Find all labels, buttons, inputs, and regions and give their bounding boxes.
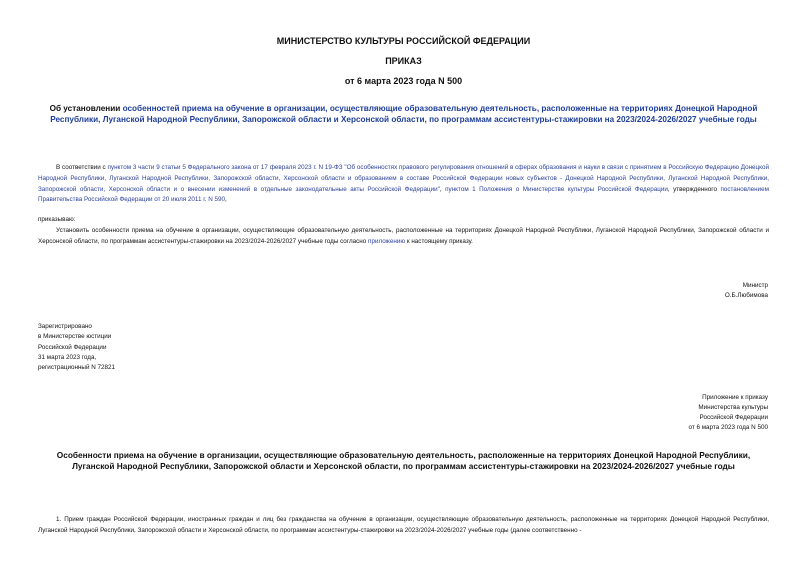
appendix-title: Особенности приема на обучение в организации, осуществляющие образовательную деятельность, расположенные на территориях Донецкой Народной Республики, Луганской Народной Республики, Запорожской области и Херсонской области, по программам ассистентуры-стажировки на 2023/2024-2026/2027 учебные годы	[56, 450, 751, 472]
doc-title-prefix: Об установлении	[49, 104, 123, 113]
preamble-text-4: ,	[225, 196, 227, 204]
signature-block	[568, 281, 768, 301]
registration-line: Зарегистрировано	[38, 323, 92, 330]
preamble-text-1: В соответствии с	[56, 164, 108, 171]
law-link[interactable]: пунктом 3 части 9 статьи 5 Федерального закона от 17 февраля 2023 г. N 19-ФЗ "Об особенностях правового регулирования отношений в сферах образования и науки в связи с принятием в Российскую Федерацию Донецкой Народной Республики, Луганской Народной Республики, Запорожской области, Херсонской области и образованием в составе Российской Федерации новых субъектов - Донецкой Народной Республики, Луганской Народной Республики, Запорожской области, Херсонской области и о внесении изменений в отдельные законодательные акты Российской Федерации"	[38, 164, 769, 193]
registration-line: в Министерстве юстиции	[38, 333, 112, 341]
appendix-ref-line: Приложение к приказу	[702, 394, 768, 401]
doc-title	[0, 103, 807, 125]
order-text-2: к настоящему приказу.	[405, 237, 473, 245]
appendix-ref-line: Министерства культуры	[698, 404, 768, 411]
doc-type: ПРИКАЗ	[385, 56, 422, 66]
appendix-ref-line: от 6 марта 2023 года N 500	[688, 424, 768, 431]
doc-date-number: от 6 марта 2023 года N 500	[344, 76, 463, 86]
appendix-link[interactable]: приложению	[368, 237, 406, 245]
doc-title-link[interactable]: особенностей приема на обучение в организации, осуществляющие образовательную деятельность, расположенные на территориях Донецкой Народной Республики, Луганской Народной Республики, Запорожской области и Херсонской области, по программам ассистентуры-стажировки на 2023/2024-2026/2027 учебные годы	[50, 104, 758, 124]
registration-line: 31 марта 2023 года,	[38, 353, 97, 361]
order-paragraph	[38, 226, 769, 248]
preamble-text-2: ,	[439, 185, 446, 193]
registration-block	[38, 322, 238, 373]
preamble-paragraph	[38, 163, 769, 206]
regulation-link[interactable]: пунктом 1 Положения о Министерстве культуры Российской Федерации	[445, 185, 668, 193]
clause-1: 1. Прием граждан Российской Федерации, иностранных граждан и лиц без гражданства на обучение в организации, осуществляющие образовательную деятельность, расположенные на территориях Донецкой Народной Республики, Луганской Народной Республики, Запорожской области и Херсонской области, по программам ассистентуры-стажировки на 2023/2024-2026/2027 учебные годы (далее соответственно -	[38, 516, 769, 534]
order-text-1: Установить особенности приема на обучение в организации, осуществляющие образовательную деятельность, расположенные на территориях Донецкой Народной Республики, Луганской Народной Республики, Запорожской области и Херсонской области, по программам ассистентуры-стажировки на 2023/2024-2026/2027 учебные годы согласно	[38, 227, 769, 245]
appendix-ref-line: Российской Федерации	[699, 414, 768, 421]
appendix-reference	[568, 393, 768, 433]
order-word: приказываю:	[38, 216, 76, 223]
signature-name: О.Б.Любимова	[724, 292, 768, 299]
ministry-name: МИНИСТЕРСТВО КУЛЬТУРЫ РОССИЙСКОЙ ФЕДЕРАЦИИ	[276, 36, 531, 46]
registration-line: регистрационный N 72821	[38, 364, 116, 372]
signature-position: Министр	[742, 282, 768, 289]
registration-line: Российской Федерации	[38, 343, 107, 351]
preamble-text-3: , утвержденного	[667, 185, 721, 193]
appendix-title-wrap	[0, 450, 807, 472]
decree-link[interactable]: постановлением Правительства Российской Федерации от 20 июля 2011 г. N 590	[38, 185, 769, 204]
